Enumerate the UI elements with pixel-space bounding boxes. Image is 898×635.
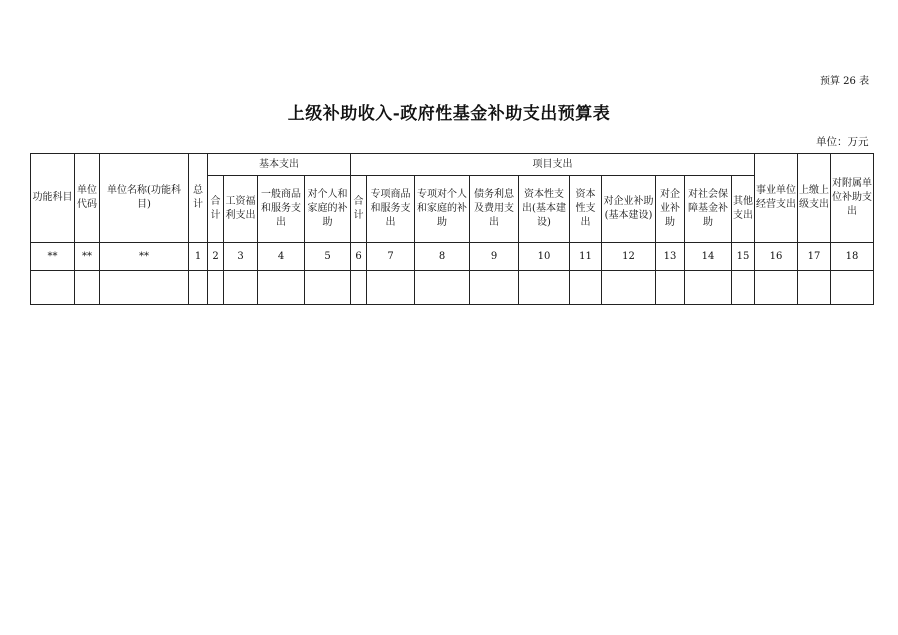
header-project-expense: 项目支出: [351, 154, 755, 176]
index-cell: **: [75, 243, 100, 271]
data-cell: [258, 271, 305, 305]
data-cell: [470, 271, 519, 305]
header-enterprise-construction: 对企业补助(基本建设): [602, 176, 656, 243]
data-cell: [798, 271, 831, 305]
index-cell: 6: [351, 243, 367, 271]
header-wages: 工资福利支出: [224, 176, 258, 243]
header-business-expense: 事业单位经营支出: [755, 154, 798, 243]
header-upper-payment: 上缴上级支出: [798, 154, 831, 243]
data-cell: [189, 271, 208, 305]
page-title: 上级补助收入-政府性基金补助支出预算表: [287, 104, 611, 124]
header-basic-expense: 基本支出: [208, 154, 351, 176]
data-cell: [31, 271, 75, 305]
data-cell: [732, 271, 755, 305]
header-goods-services: 一般商品和服务支出: [258, 176, 305, 243]
index-cell: 9: [470, 243, 519, 271]
index-cell: **: [100, 243, 189, 271]
header-social-security: 对社会保障基金补助: [685, 176, 732, 243]
data-cell: [570, 271, 602, 305]
header-personal-subsidy: 对个人和家庭的补助: [305, 176, 351, 243]
data-cell: [685, 271, 732, 305]
index-cell: 18: [831, 243, 874, 271]
header-subsidiary-subsidy: 对附属单位补助支出: [831, 154, 874, 243]
header-func-subject: 功能科目: [31, 154, 75, 243]
index-cell: 7: [367, 243, 415, 271]
index-cell: 1: [189, 243, 208, 271]
header-total: 总计: [189, 154, 208, 243]
index-cell: 17: [798, 243, 831, 271]
index-cell: 5: [305, 243, 351, 271]
index-cell: 2: [208, 243, 224, 271]
index-cell: 8: [415, 243, 470, 271]
data-cell: [831, 271, 874, 305]
data-cell: [367, 271, 415, 305]
header-unit-name: 单位名称(功能科目): [100, 154, 189, 243]
data-cell: [208, 271, 224, 305]
header-special-personal: 专项对个人和家庭的补助: [415, 176, 470, 243]
header-unit-code: 单位代码: [75, 154, 100, 243]
unit-label: 单位：万元: [816, 136, 869, 148]
index-cell: **: [31, 243, 75, 271]
header-special-goods: 专项商品和服务支出: [367, 176, 415, 243]
header-enterprise-subsidy: 对企业补助: [656, 176, 685, 243]
data-cell: [100, 271, 189, 305]
index-cell: 4: [258, 243, 305, 271]
header-capital: 资本性支出: [570, 176, 602, 243]
index-cell: 16: [755, 243, 798, 271]
data-cell: [415, 271, 470, 305]
header-debt-interest: 债务利息及费用支出: [470, 176, 519, 243]
header-basic-total: 合计: [208, 176, 224, 243]
header-row-top: [31, 154, 874, 176]
index-cell: 12: [602, 243, 656, 271]
table-row: [31, 271, 874, 305]
header-project-total: 合计: [351, 176, 367, 243]
header-capital-construction: 资本性支出(基本建设): [519, 176, 570, 243]
index-cell: 3: [224, 243, 258, 271]
data-cell: [656, 271, 685, 305]
index-cell: 11: [570, 243, 602, 271]
index-cell: 13: [656, 243, 685, 271]
data-cell: [519, 271, 570, 305]
index-cell: 10: [519, 243, 570, 271]
data-cell: [305, 271, 351, 305]
data-cell: [602, 271, 656, 305]
data-cell: [755, 271, 798, 305]
form-number: 预算 26 表: [820, 76, 870, 87]
data-cell: [351, 271, 367, 305]
index-cell: 14: [685, 243, 732, 271]
index-row: [31, 243, 874, 271]
budget-table: [30, 153, 874, 305]
data-cell: [224, 271, 258, 305]
header-other: 其他支出: [732, 176, 755, 243]
index-cell: 15: [732, 243, 755, 271]
data-cell: [75, 271, 100, 305]
